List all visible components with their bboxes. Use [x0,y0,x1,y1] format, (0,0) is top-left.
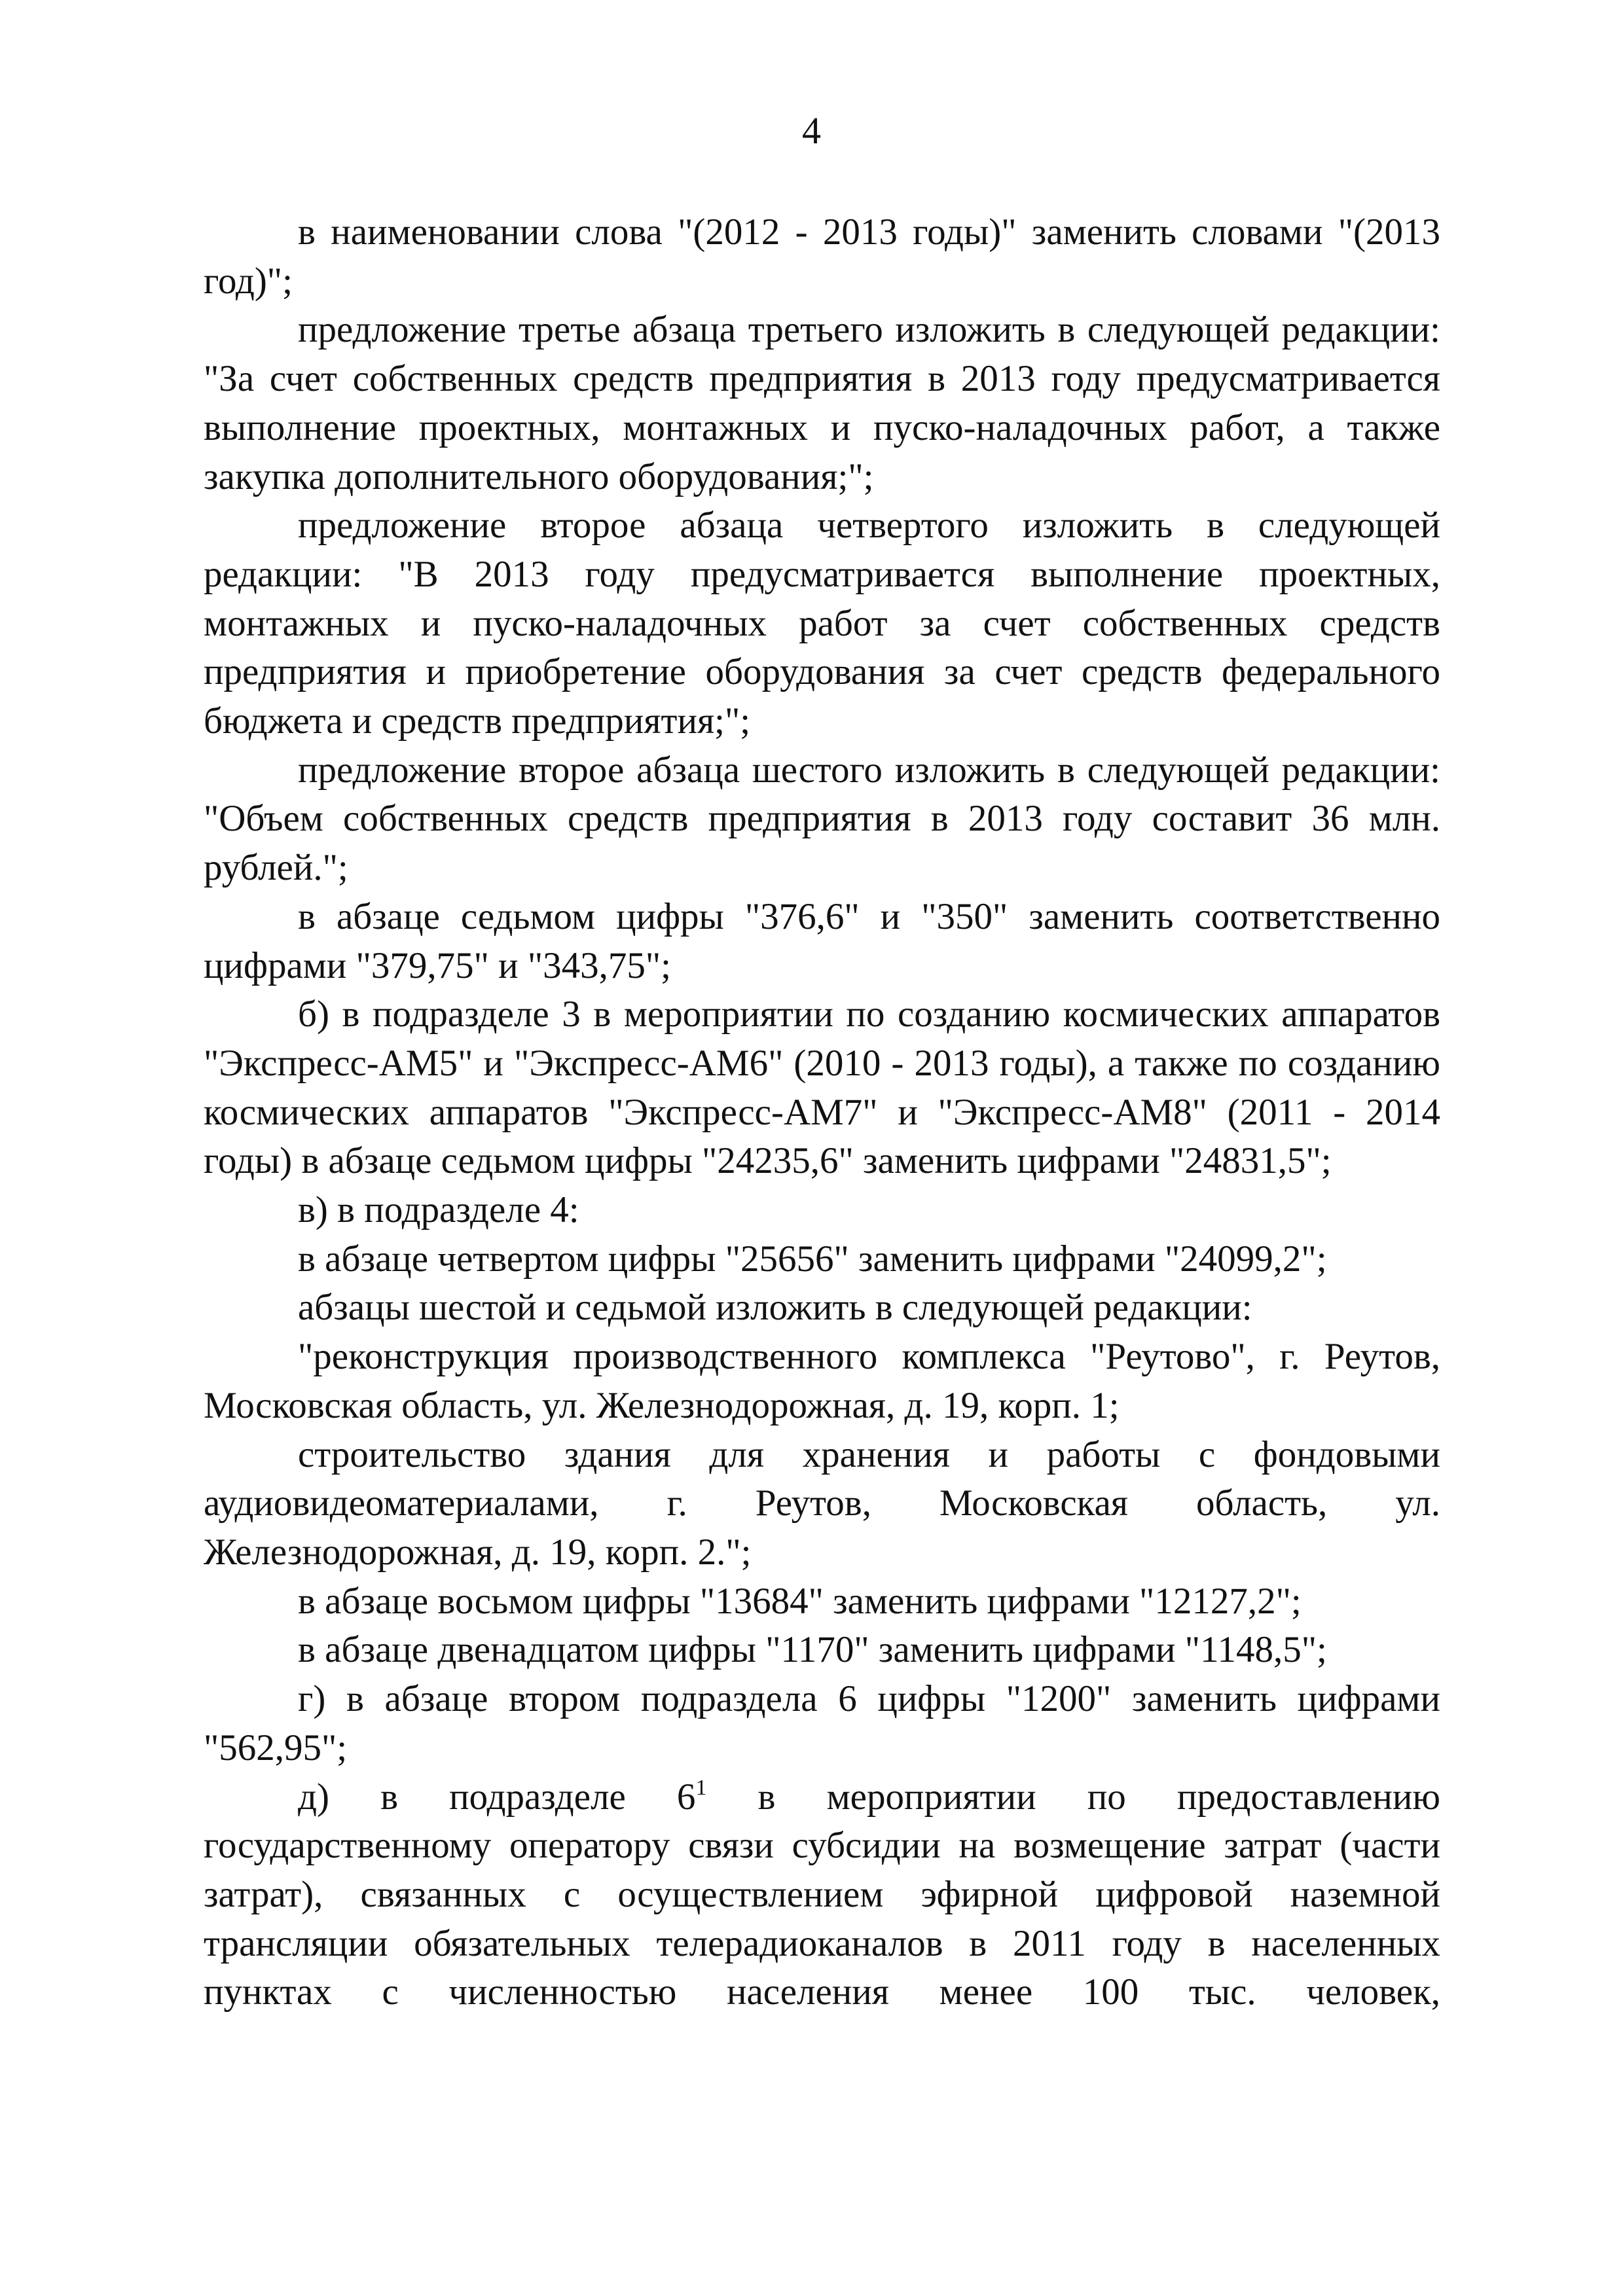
paragraph-1: в наименовании слова "(2012 - 2013 годы)" заменить словами "(2013 год)"; [204,211,1440,302]
paragraph-10: "реконструкция производственного комплекса "Реутово", г. Реутов, Московская область, ул. Железнодорожная, д. 19, корп. 1; [204,1336,1440,1426]
superscript-index: 1 [695,1775,707,1800]
page-number: 4 [802,109,821,152]
paragraph-7: в) в подразделе 4: [298,1189,579,1231]
document-body [204,208,1440,2017]
paragraph-2: предложение третье абзаца третьего изложить в следующей редакции: "За счет собственных средств предприятия в 2013 году предусматривается выполнение проектных, монтажных и пуско-наладочных работ, а также закупка дополнительного оборудования;"; [204,309,1440,497]
paragraph-15-rest: в мероприятии по предоставлению государственному оператору связи субсидии на возмещение затрат (части затрат), связанных с осуществлением эфирной цифровой наземной трансляции обязательных телерадиоканалов в 2011 году в населенных пунктах с численностью населения менее 100 тыс. человек, [204,1776,1440,2013]
paragraph-14: г) в абзаце втором подраздела 6 цифры "1200" заменить цифрами "562,95"; [204,1678,1440,1768]
paragraph-5: в абзаце седьмом цифры "376,6" и "350" заменить соответственно цифрами "379,75" и "343,75"; [204,895,1440,986]
paragraph-15 [204,1773,1440,2018]
paragraph-8: в абзаце четвертом цифры "25656" заменить цифрами "24099,2"; [298,1238,1327,1280]
paragraph-13: в абзаце двенадцатом цифры "1170" заменить цифрами "1148,5"; [298,1629,1327,1671]
paragraph-15-start: д) в подразделе 6 [298,1776,696,1818]
paragraph-11: строительство здания для хранения и работы с фондовыми аудиовидеоматериалами, г. Реутов, Московская область, ул. Железнодорожная, д. 19, корп. 2."; [204,1433,1440,1573]
paragraph-9: абзацы шестой и седьмой изложить в следующей редакции: [298,1287,1252,1329]
paragraph-6: б) в подразделе 3 в мероприятии по созданию космических аппаратов "Экспресс-АМ5" и "Экспресс-АМ6" (2010 - 2013 годы), а также по созданию космических аппаратов "Экспресс-АМ7" и "Экспресс-АМ8" (2011 - 2014 годы) в абзаце седьмом цифры "24235,6" заменить цифрами "24831,5"; [204,994,1440,1182]
paragraph-4: предложение второе абзаца шестого изложить в следующей редакции: "Объем собственных средств предприятия в 2013 году составит 36 млн. рублей."; [204,749,1440,889]
paragraph-3: предложение второе абзаца четвертого изложить в следующей редакции: "В 2013 году предусматривается выполнение проектных, монтажных и пуско-наладочных работ за счет собственных средств предприятия и приобретение оборудования за счет средств федерального бюджета и средств предприятия;"; [204,505,1440,742]
paragraph-12: в абзаце восьмом цифры "13684" заменить цифрами "12127,2"; [298,1580,1302,1622]
